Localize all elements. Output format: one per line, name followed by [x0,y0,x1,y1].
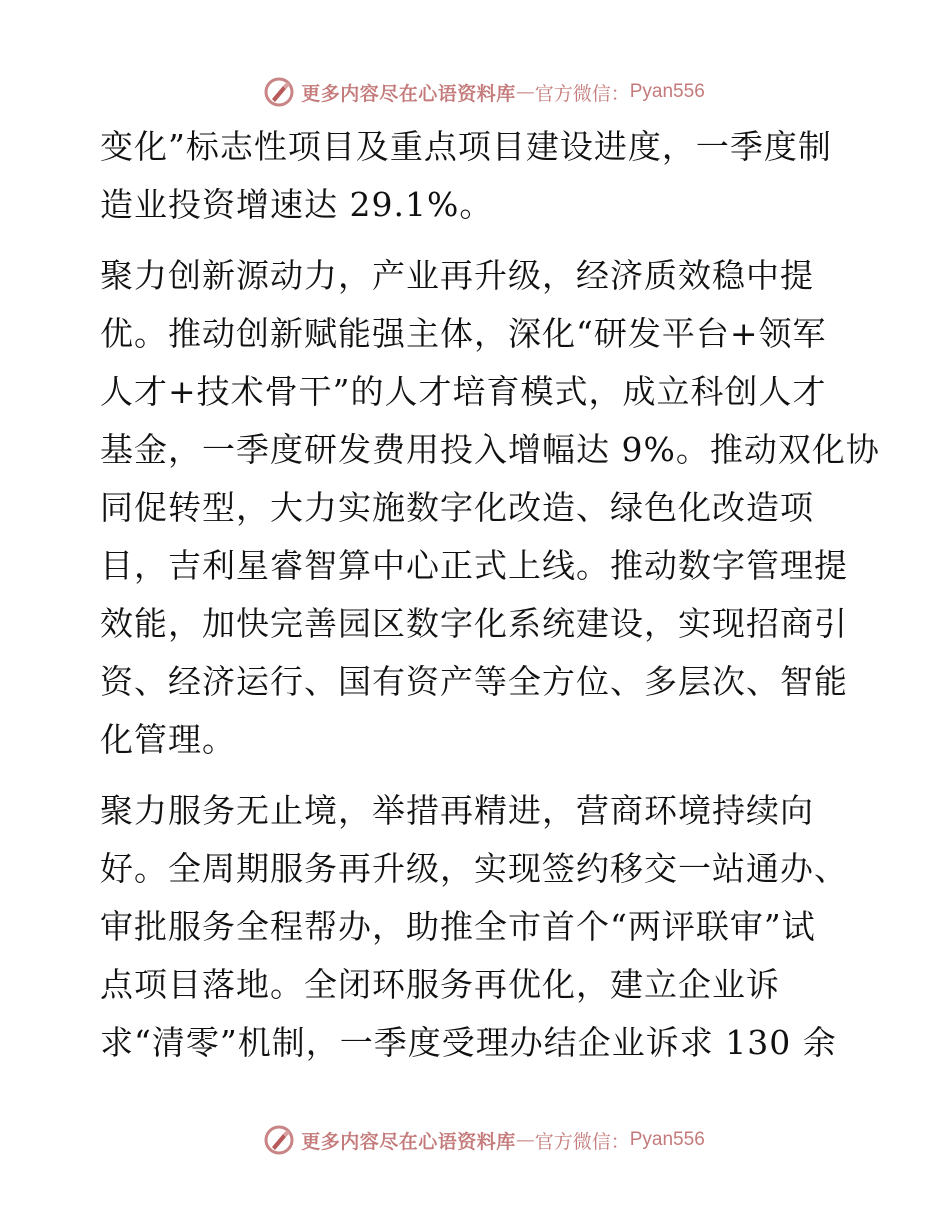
paragraph-2 [100,247,880,769]
pen-logo-icon [263,76,295,108]
text-line: 效能，加快完善园区数字化系统建设，实现招商引 [100,604,848,643]
footer-watermark-banner [0,1120,950,1160]
text-line: 聚力服务无止境，举措再精进，营商环境持续向 [100,791,814,830]
banner-separator: — [515,81,535,103]
text-line: 聚力创新源动力，产业再升级，经济质效稳中提 [100,256,814,295]
text-line: 优。推动创新赋能强主体，深化“研发平台+领军 [100,314,827,353]
banner-wechat-handle: Pyan556 [629,81,705,102]
text-line: 造业投资增速达 29.1%。 [100,185,494,224]
banner-wechat-handle: Pyan556 [629,1129,705,1150]
banner-title: 更多内容尽在心语资料库 [301,1130,516,1153]
text-line: 好。全周期服务再升级，实现签约移交一站通办、 [100,849,848,888]
text-line: 化管理。 [100,720,236,759]
paragraph-3 [100,782,860,1072]
text-line: 资、经济运行、国有资产等全方位、多层次、智能 [100,662,848,701]
banner-separator: — [515,1129,535,1151]
text-line: 基金，一季度研发费用投入增幅达 9%。推动双化协 [100,430,880,469]
banner-title: 更多内容尽在心语资料库 [301,82,516,105]
banner-wechat-label: 官方微信： [534,82,630,105]
text-line: 人才+技术骨干”的人才培育模式，成立科创人才 [100,372,827,411]
text-line: 点项目落地。全闭环服务再优化，建立企业诉 [100,965,780,1004]
header-watermark-banner [0,72,950,112]
text-line: 审批服务全程帮办，助推全市首个“两评联审”试 [100,907,816,946]
pen-logo-icon [263,1124,295,1156]
text-line: 目，吉利星睿智算中心正式上线。推动数字管理提 [100,546,848,585]
banner-wechat-label: 官方微信： [534,1130,630,1153]
paragraph-1 [100,118,860,234]
text-line: 同促转型，大力实施数字化改造、绿色化改造项 [100,488,814,527]
text-line: 求“清零”机制，一季度受理办结企业诉求 130 余 [100,1023,837,1062]
document-body [100,118,880,1085]
text-line: 变化”标志性项目及重点项目建设进度，一季度制 [100,127,832,166]
